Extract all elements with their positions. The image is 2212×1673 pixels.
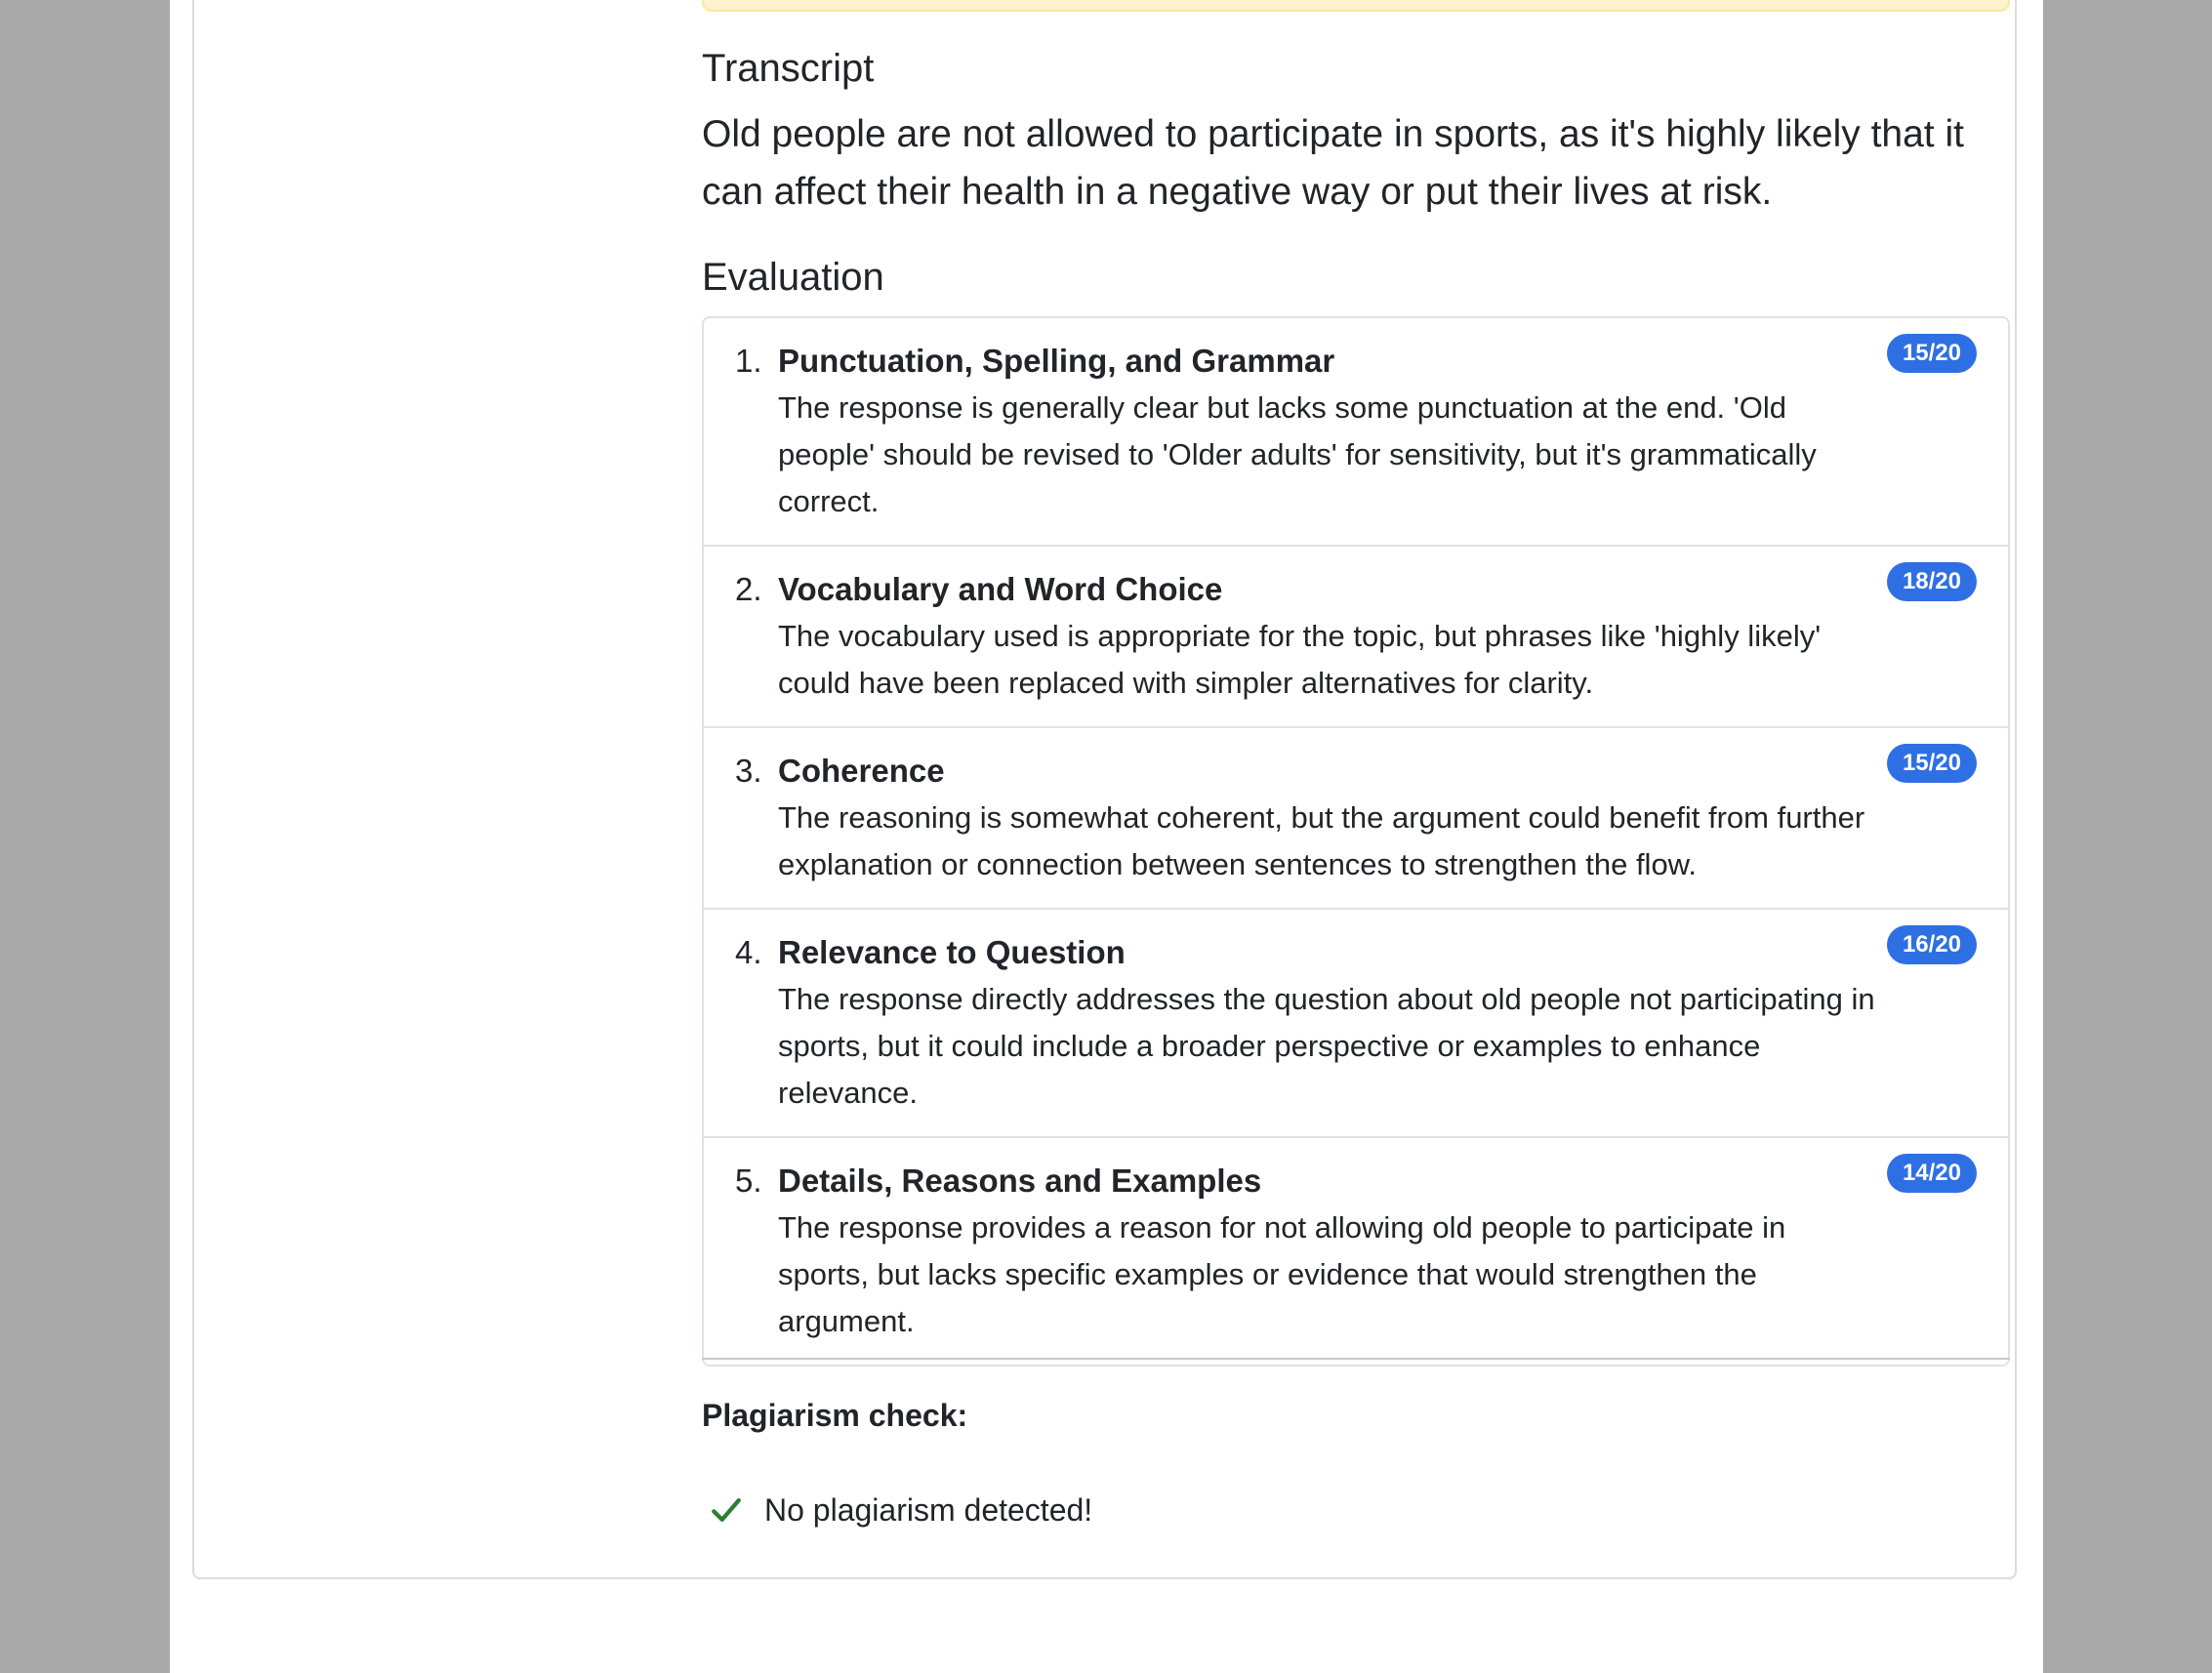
evaluation-item [704,318,2008,545]
criterion-description: The vocabulary used is appropriate for the topic, but phrases like 'highly likely' could have been replaced with simpler alternatives for clarity. [778,619,1822,700]
score-badge: 15/20 [1887,334,1977,373]
item-number: 3. [735,753,762,789]
criterion-title: Coherence [778,753,945,789]
divider [702,1358,2010,1360]
item-number: 2. [735,571,762,607]
alert-box [702,0,2010,12]
criterion-description: The response directly addresses the question about old people not participating in sports, but it could include a broader perspective or examples to enhance relevance. [778,982,1875,1110]
criterion-description: The reasoning is somewhat coherent, but the argument could benefit from further explanation or connection between sentences to strengthen the flow. [778,800,1865,881]
score-badge: 14/20 [1887,1154,1977,1193]
page [170,0,2043,1673]
transcript-text: Old people are not allowed to participate in sports, as it's highly likely that it can affect their health in a negative way or put their lives at risk. [702,113,1964,213]
score-badge: 15/20 [1887,744,1977,783]
evaluation-heading: Evaluation [702,256,884,299]
transcript-heading: Transcript [702,47,875,90]
criterion-title: Relevance to Question [778,934,1126,970]
plagiarism-heading: Plagiarism check: [702,1398,968,1433]
evaluation-list [702,316,2010,1367]
plagiarism-result-text: No plagiarism detected! [764,1492,1093,1528]
plagiarism-result [710,1489,1092,1530]
evaluation-item [704,1136,2008,1365]
evaluation-item [704,545,2008,726]
result-card [192,0,2017,1579]
score-badge: 18/20 [1887,562,1977,601]
evaluation-item [704,908,2008,1136]
evaluation-item [704,726,2008,908]
score-badge: 16/20 [1887,925,1977,964]
check-icon [710,1493,743,1527]
criterion-title: Details, Reasons and Examples [778,1163,1262,1199]
criterion-title: Vocabulary and Word Choice [778,571,1223,607]
item-number: 1. [735,343,762,379]
criterion-title: Punctuation, Spelling, and Grammar [778,343,1335,379]
criterion-description: The response is generally clear but lacks some punctuation at the end. 'Old people' should be revised to 'Older adults' for sensitivity, but it's grammatically correct. [778,390,1817,518]
item-number: 5. [735,1163,762,1199]
item-number: 4. [735,934,762,970]
criterion-description: The response provides a reason for not allowing old people to participate in sports, but lacks specific examples or evidence that would strengthen the argument. [778,1210,1786,1338]
